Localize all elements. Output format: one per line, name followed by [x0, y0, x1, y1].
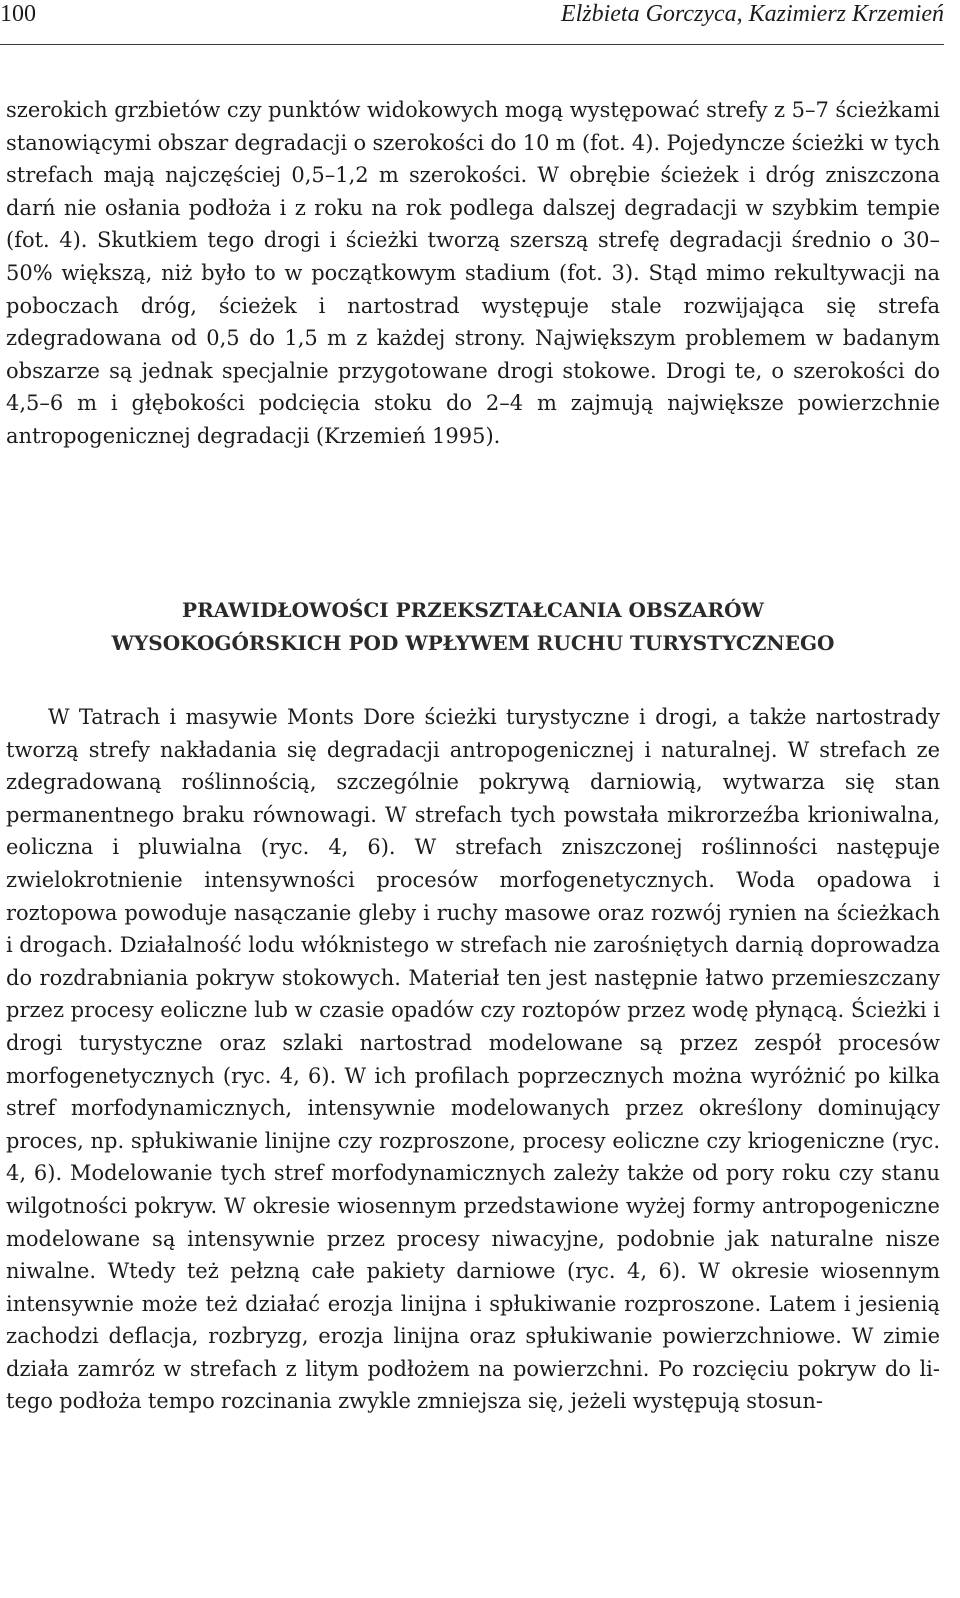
section-heading-line-1: PRAWIDŁOWOŚCI PRZEKSZTAŁCANIA OBSZARÓW [182, 598, 764, 622]
header-rule [0, 44, 944, 45]
paragraph-section-body: W Tatrach i masywie Monts Dore ścieżki turystyczne i drogi, a także nartostrady tworzą strefy nakładania się degradacji antropogenicznej i naturalnej. W strefach ze zdegradowaną roślinnością, szczególnie pokrywą darniowią, wytwarza się stan permanentnego braku równowagi. W strefach tych powstała mikrorzeźba krioniwalna, eoliczna i pluwialna (ryc. 4, 6). W strefach zniszczonej roślinności następuje zwielokrotnienie intensywności procesów morfogenetycznych. Woda opadowa i roztopowa powoduje nasączanie gleby i ruchy masowe oraz rozwój rynien na ścieżkach i drogach. Działalność lodu włóknistego w strefach nie zarośniętych darnią doprowadza do rozdrabniania pokryw stokowych. Materiał ten jest następnie łatwo przemieszczany przez procesy eoliczne lub w czasie opadów czy roztopów przez wodę płynącą. Ścieżki i drogi turystyczne oraz szlaki nartostrad modelowane są przez zespół procesów morfogenetycznych (ryc. 4, 6). W ich profilach poprzecznych można wyróżnić po kilka stref morfodynamicznych, intensywnie modelowanych przez określony dominujący proces, np. spłukiwanie linijne czy rozproszone, procesy eoliczne czy kriogeniczne (ryc. 4, 6). Modelowanie tych stref morfodynamicznych zależy także od pory roku czy stanu wilgotności pokryw. W okresie wiosennym przedstawione wyżej formy antropogeniczne modelowane są intensywnie przez procesy niwacyjne, podobnie jak naturalne nisze niwalne. Wtedy też pełzną całe pakiety darniowe (ryc. 4, 6). W okresie wiosennym intensywnie może też działać erozja linijna i spłukiwanie rozproszone. Latem i jesienią zachodzi deflacja, rozbryzg, erozja linijna oraz spłukiwanie powierzchniowe. W zimie działa zamróz w strefach z litym podłożem na powierzchni. Po rozcięciu pokryw do litego podłoża tempo rozcinania zwykle zmniejsza się, jeżeli występują stosun- [6, 705, 940, 1414]
running-head [0, 0, 944, 28]
paragraph-continuation: szerokich grzbietów czy punktów widokowych mogą występować strefy z 5–7 ścieżkami stanowiącymi obszar degradacji o szerokości do 10 m (fot. 4). Pojedyncze ścieżki w tych strefach mają najczęściej 0,5–1,2 m szerokości. W obrębie ścieżek i dróg zniszczona darń nie osłania podłoża i z roku na rok podlega dalszej degradacji w szybkim tempie (fot. 4). Skutkiem tego drogi i ścieżki tworzą szerszą strefę degradacji średnio o 30–50% większą, niż było to w początkowym stadium (fot. 3). Stąd mimo rekultywacji na poboczach dróg, ścieżek i nartostrad występuje stale rozwijająca się strefa zdegradowana od 0,5 do 1,5 m z każdej strony. Największym problemem w badanym obszarze są jednak specjalnie przygotowane drogi stokowe. Drogi te, o szerokości do 4,5–6 m i głębokości podcięcia stoku do 2–4 m zajmują największe powierzchnie antropogenicznej degradacji (Krzemień 1995). [6, 98, 940, 448]
page-number: 100 [0, 1, 36, 27]
section-heading-line-2: WYSOKOGÓRSKICH POD WPŁYWEM RUCHU TURYSTYCZNEGO [111, 631, 835, 655]
running-head-authors: Elżbieta Gorczyca, Kazimierz Krzemień [560, 1, 944, 27]
section-heading [6, 594, 940, 660]
